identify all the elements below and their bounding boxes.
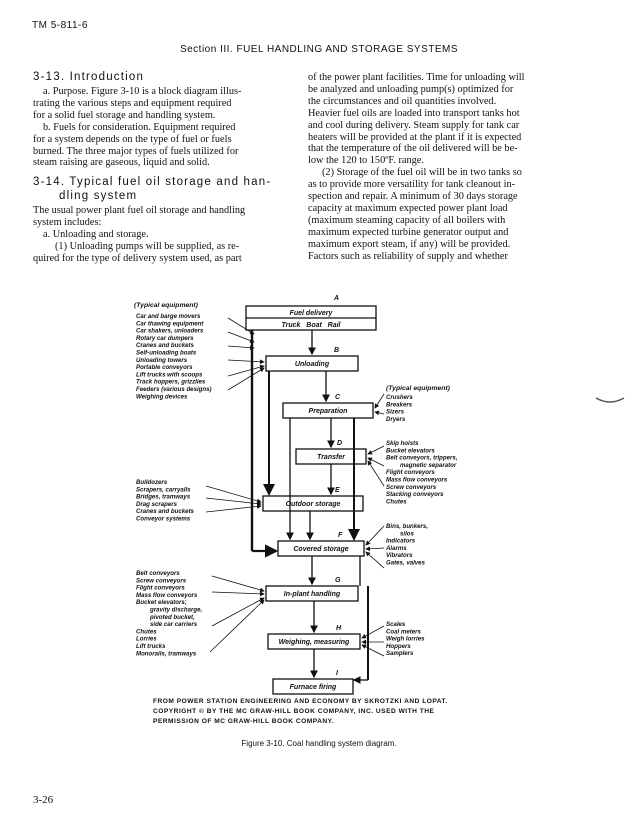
- equipment-item: Breakers: [386, 401, 413, 409]
- letter-b: B: [334, 347, 340, 354]
- equipment-item: Scrapers, carryalls: [136, 486, 191, 494]
- left-column: [33, 70, 285, 265]
- equipment-item: Bucket elevators: [386, 447, 435, 455]
- equipment-item: Rotary car dumpers: [136, 334, 194, 342]
- equipment-item: Drag scrapers: [136, 500, 177, 508]
- left-equipment-title: (Typical equipment): [134, 302, 198, 309]
- letter-e: E: [335, 487, 340, 494]
- right-column: [308, 72, 560, 263]
- list-outdoor-storage: [136, 479, 195, 523]
- equipment-item: Scales: [386, 621, 406, 628]
- letter-a: A: [334, 295, 340, 302]
- paragraph-line: quired for the type of delivery system used, as part: [33, 252, 242, 264]
- paragraph-line: a. Purpose. Figure 3-10 is a block diagram illus-: [43, 86, 242, 97]
- equipment-item: Belt conveyors: [136, 570, 180, 577]
- equipment-item: pivoted bucket,: [150, 613, 195, 621]
- paragraph-line: b. Fuels for consideration. Equipment required: [43, 121, 236, 133]
- figure-caption: Figure 3-10. Coal handling system diagram.: [241, 739, 397, 748]
- equipment-item: Car and barge movers: [136, 313, 201, 320]
- equipment-item: Chutes: [386, 498, 407, 506]
- letter-g: G: [335, 577, 341, 584]
- equipment-item: Bridges, tramways: [136, 493, 191, 501]
- list-covered-storage: [385, 523, 428, 567]
- letter-h: H: [336, 625, 342, 632]
- equipment-item: Weigh lorries: [386, 635, 425, 643]
- label-inplant-handling: In-plant handling: [283, 591, 341, 598]
- letter-f: F: [338, 532, 343, 539]
- equipment-item: Vibrators: [386, 552, 413, 560]
- equipment-item: Cranes and buckets: [136, 508, 194, 516]
- equipment-item: Dryers: [386, 415, 406, 423]
- equipment-item: Unloading towers: [136, 356, 188, 364]
- paragraph-line: burned. The three major types of fuels utilized for: [33, 145, 239, 157]
- paragraph-line: as to provide more versatility for tank cleanout in-: [308, 179, 516, 191]
- equipment-item: Bins, bunkers,: [386, 523, 428, 530]
- equipment-item: Alarms: [386, 544, 407, 552]
- label-transfer: Transfer: [317, 454, 345, 461]
- equipment-item: side car carriers: [150, 621, 198, 629]
- label-unloading: Unloading: [294, 361, 330, 368]
- paragraph-line: heaters will be provided at the plant if it is expected: [308, 131, 522, 143]
- equipment-item: Flight conveyors: [386, 469, 435, 477]
- equipment-item: Bucket elevators;: [136, 599, 187, 607]
- equipment-item: Self-unloading boats: [136, 349, 197, 357]
- document-id: TM 5-811-6: [32, 20, 88, 31]
- equipment-item: gravity discharge,: [150, 606, 203, 614]
- equipment-item: Bulldozers: [136, 479, 168, 486]
- credit-line: FROM POWER STATION ENGINEERING AND ECONOMY BY SKROTZKI AND LOPAT.: [153, 698, 448, 705]
- equipment-item: Screw conveyors: [386, 483, 437, 491]
- paragraph-line: maximum export steam, if any) will be provided.: [308, 238, 511, 250]
- equipment-item: Crushers: [386, 394, 413, 401]
- equipment-item: Indicators: [386, 537, 416, 545]
- label-weighing: Weighing, measuring: [278, 639, 350, 646]
- equipment-item: Coal meters: [386, 628, 421, 636]
- paragraph-line: of the power plant facilities. Time for unloading will: [308, 72, 525, 83]
- equipment-item: Mass flow conveyors: [136, 591, 198, 599]
- credit-line: PERMISSION OF MC GRAW-HILL BOOK COMPANY.: [153, 718, 335, 725]
- equipment-item: Hoppers: [386, 642, 411, 650]
- label-furnace: Furnace firing: [289, 684, 337, 691]
- label-fuel-delivery-sub: Truck Boat Rail: [281, 322, 341, 329]
- paragraph-line: system includes:: [33, 217, 102, 229]
- equipment-item: Samplers: [386, 650, 414, 658]
- equipment-item: Flight conveyors: [136, 584, 185, 592]
- equipment-item: Lift trucks with scoops: [136, 371, 203, 379]
- equipment-item: Car shakers, unloaders: [136, 327, 204, 335]
- equipment-item: Sizers: [386, 408, 404, 416]
- equipment-item: magnetic separator: [400, 461, 457, 469]
- heading-3-13: 3-13. Introduction: [33, 71, 145, 83]
- equipment-item: Stacking conveyors: [386, 491, 444, 499]
- letter-c: C: [335, 394, 341, 401]
- equipment-item: Track hoppers, grizzlies: [136, 378, 206, 386]
- equipment-item: Skip hoists: [386, 440, 419, 447]
- label-preparation: Preparation: [308, 408, 348, 415]
- paragraph-line: (maximum steaming capacity of all boilers with: [308, 214, 506, 226]
- list-weighing: [386, 621, 425, 657]
- page-number: 3-26: [33, 794, 54, 806]
- credit-line: COPYRIGHT © BY THE MC GRAW-HILL BOOK COMPANY, INC. USED WITH THE: [153, 708, 435, 715]
- equipment-item: Chutes: [136, 628, 157, 636]
- label-covered-storage: Covered storage: [293, 546, 349, 553]
- heading-3-14: 3-14. Typical fuel oil storage and han-: [33, 176, 272, 189]
- paragraph-line: low the 120 to 150ºF. range.: [308, 155, 424, 167]
- heading-3-14-cont: dling system: [59, 190, 138, 203]
- equipment-item: Feeders (various designs): [136, 386, 212, 393]
- equipment-item: Belt conveyors, trippers,: [386, 454, 458, 462]
- margin-mark: [594, 392, 628, 408]
- equipment-item: Mass flow conveyors: [386, 476, 448, 484]
- equipment-item: Lift trucks: [136, 643, 166, 650]
- equipment-item: silos: [400, 530, 414, 538]
- coal-handling-diagram: [128, 286, 508, 716]
- equipment-item: Screw conveyors: [136, 577, 187, 585]
- paragraph-line: trating the various steps and equipment required: [33, 97, 232, 109]
- list-preparation: [386, 394, 413, 423]
- label-outdoor-storage: Outdoor storage: [285, 501, 341, 508]
- equipment-item: Weighing devices: [136, 393, 188, 401]
- equipment-item: Gates, valves: [386, 559, 425, 567]
- equipment-item: Monorails, tramways: [136, 650, 197, 658]
- section-title: Section III. FUEL HANDLING AND STORAGE SYSTEMS: [179, 44, 459, 55]
- equipment-item: Cranes and buckets: [136, 342, 194, 350]
- paragraph-line: be analyzed and unloading pump(s) optimized for: [308, 83, 514, 95]
- paragraph-line: and cool during delivery. Steam supply for tank car: [308, 119, 520, 131]
- diagram-canvas: [128, 286, 508, 716]
- paragraph-line: (1) Unloading pumps will be supplied, as re-: [55, 241, 240, 253]
- paragraph-line: the circumstances and oil quantities involved.: [308, 95, 497, 107]
- paragraph-line: that the temperature of the oil delivered will be be-: [308, 143, 518, 155]
- paragraph-line: steam raising are gaseous, liquid and solid.: [33, 157, 210, 169]
- letter-d: D: [337, 440, 343, 447]
- paragraph-line: spection and repair. A minimum of 30 days storage: [308, 191, 518, 203]
- figure-credit: [153, 697, 493, 727]
- label-fuel-delivery: Fuel delivery: [289, 310, 333, 317]
- list-unloading: [136, 313, 212, 400]
- paragraph-line: Heavier fuel oils are loaded into transport tanks hot: [308, 107, 520, 119]
- equipment-item: Portable conveyors: [136, 364, 193, 372]
- list-inplant-handling: [136, 570, 202, 657]
- paragraph-line: Factors such as reliability of supply and whether: [308, 250, 508, 262]
- paragraph-line: for a solid fuel storage and handling system.: [33, 109, 216, 121]
- paragraph-line: capacity at maximum expected power plant load: [308, 202, 508, 214]
- paragraph-line: a. Unloading and storage.: [43, 229, 149, 241]
- equipment-item: Lorries: [136, 635, 157, 643]
- equipment-item: Car thawing equipment: [136, 320, 204, 328]
- letter-i: I: [336, 670, 338, 677]
- paragraph-line: maximum expected turbine generator output and: [308, 226, 509, 238]
- list-transfer: [386, 440, 458, 505]
- right-equipment-title: (Typical equipment): [386, 385, 450, 392]
- paragraph-line: for a system depends on the type of fuel or fuels: [33, 133, 232, 145]
- paragraph-line: (2) Storage of the fuel oil will be in two tanks so: [322, 167, 522, 179]
- paragraph-line: The usual power plant fuel oil storage and handling: [33, 205, 246, 217]
- equipment-item: Conveyor systems: [136, 515, 191, 523]
